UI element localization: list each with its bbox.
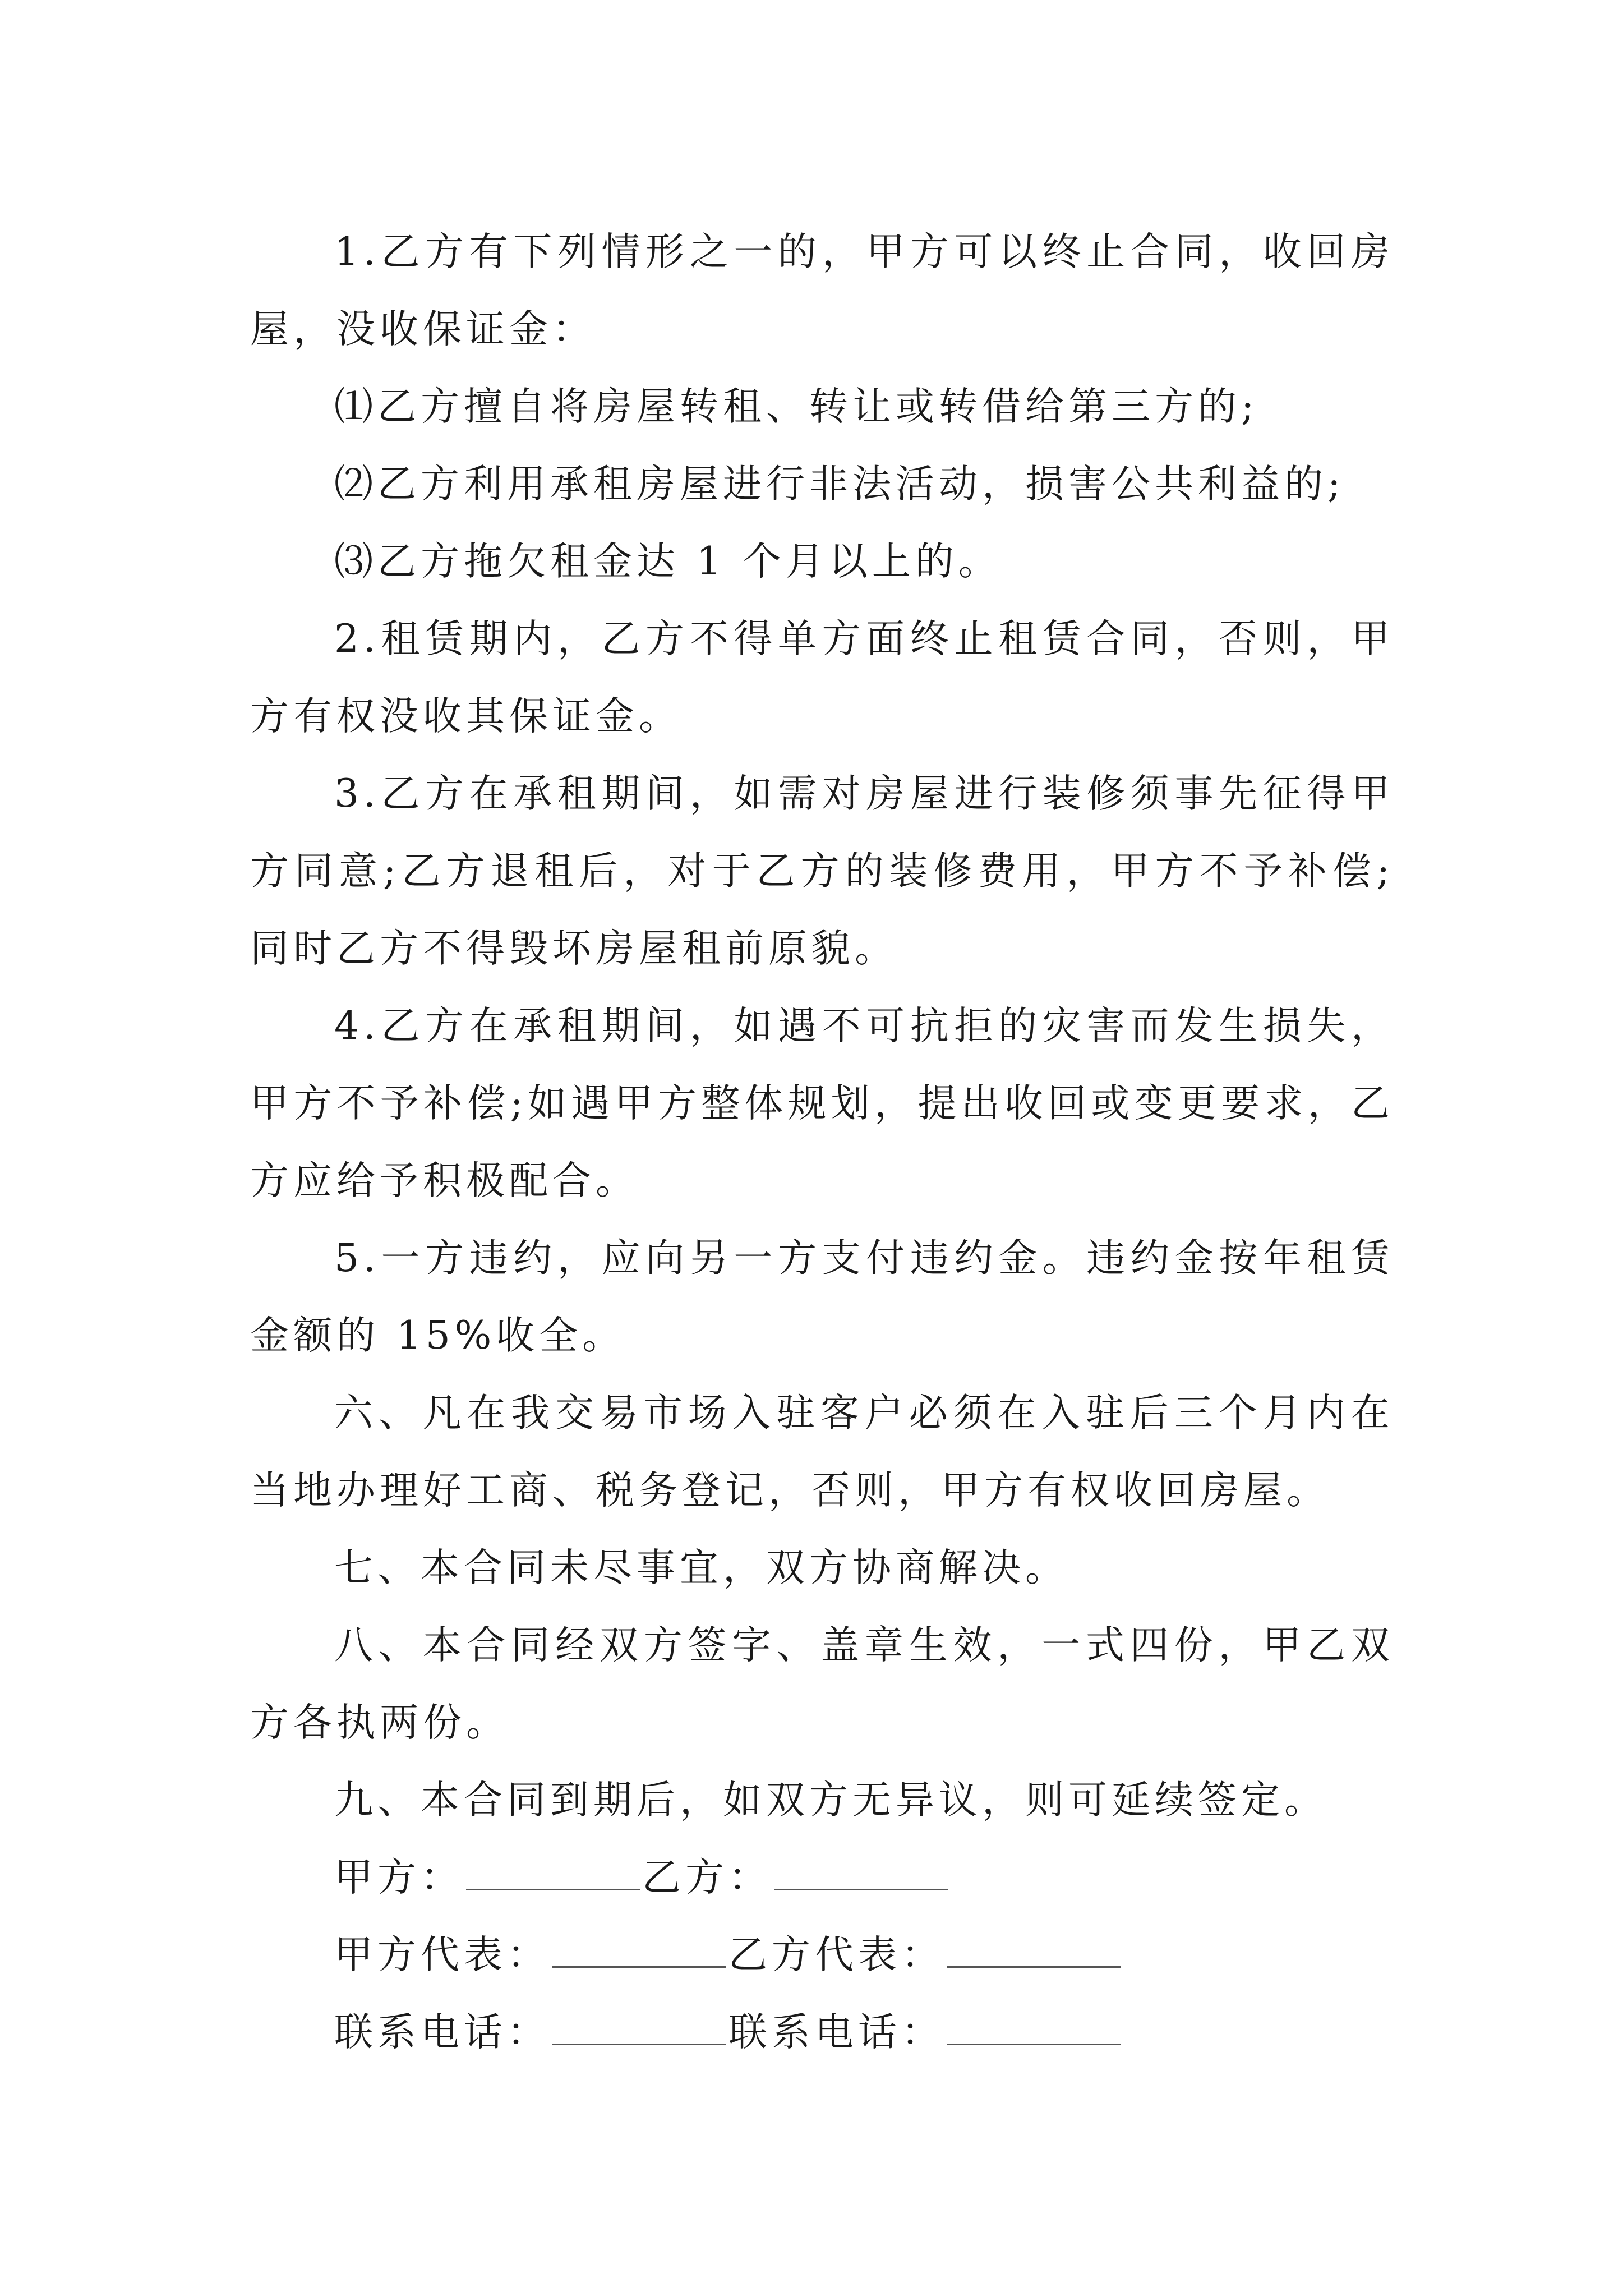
party-b-label: 乙方： (642, 1855, 772, 1900)
article-8: 八、本合同经双方签字、盖章生效，一式四份，甲乙双方各执两份。 (250, 1623, 1394, 1745)
clause-2: 2.租赁期内，乙方不得单方面终止租赁合同，否则，甲方有权没收其保证金。 (250, 616, 1394, 739)
phone-b-label: 联系电话： (728, 2010, 944, 2055)
party-a-rep-label: 甲方代表： (334, 1932, 550, 1977)
clause-1-item-3: ⑶乙方拖欠租金达 1 个月以上的。 (334, 539, 1002, 584)
phone-a-label: 联系电话： (334, 2010, 550, 2055)
signature-phones (250, 1994, 1394, 2071)
phone-a-blank (552, 2010, 726, 2045)
party-a-label: 甲方： (334, 1855, 464, 1900)
clause-1: 1.乙方有下列情形之一的，甲方可以终止合同，收回房屋，没收保证金： (250, 229, 1394, 352)
article-7: 七、本合同未尽事宜，双方协商解决。 (334, 1545, 1068, 1590)
clause-3: 3.乙方在承租期间，如需对房屋进行装修须事先征得甲方同意;乙方退租后，对于乙方的装修费用，甲方不予补偿;同时乙方不得毁坏房屋租前原貌。 (250, 771, 1394, 971)
party-b-blank (774, 1855, 948, 1890)
signature-representatives (250, 1916, 1394, 1994)
party-a-rep-blank (552, 1932, 726, 1968)
party-b-rep-blank (947, 1932, 1121, 1968)
article-6: 六、凡在我交易市场入驻客户必须在入驻后三个月内在当地办理好工商、税务登记，否则，甲方有权收回房屋。 (250, 1391, 1394, 1513)
article-9: 九、本合同到期后，如双方无异议，则可延续签定。 (334, 1778, 1327, 1823)
phone-b-blank (947, 2010, 1121, 2045)
signature-parties (250, 1839, 1394, 1916)
clause-1-item-2: ⑵乙方利用承租房屋进行非法活动，损害公共利益的; (334, 462, 1345, 507)
clause-1-item-1: ⑴乙方擅自将房屋转租、转让或转借给第三方的; (334, 384, 1259, 429)
document-body (250, 213, 1394, 2071)
party-a-blank (466, 1855, 640, 1890)
party-b-rep-label: 乙方代表： (728, 1932, 944, 1977)
clause-5: 5.一方违约，应向另一方支付违约金。违约金按年租赁金额的 15%收全。 (250, 1236, 1394, 1358)
clause-4: 4.乙方在承租期间，如遇不可抗拒的灾害而发生损失，甲方不予补偿;如遇甲方整体规划，提出收回或变更要求，乙方应给予积极配合。 (250, 1004, 1394, 1203)
